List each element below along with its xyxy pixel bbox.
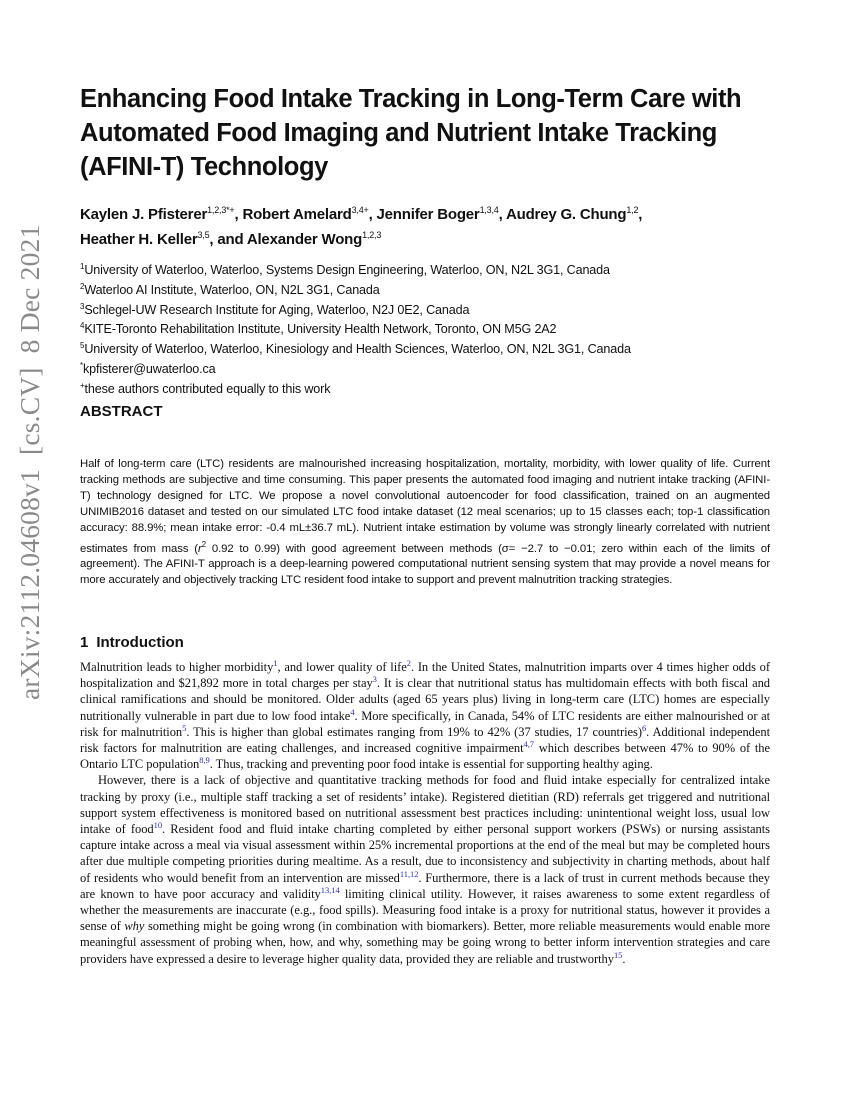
author-name: Audrey G. Chung — [506, 206, 627, 223]
section-title: Introduction — [96, 634, 184, 651]
author-name: Kaylen J. Pfisterer — [80, 206, 208, 223]
affiliation-list — [80, 259, 780, 397]
arxiv-identifier-stamp — [14, 211, 46, 700]
introduction-body — [80, 659, 770, 967]
affiliation-item: $^2$Waterloo AI Institute, Waterloo, ON, N2L 3G1, Canada — [80, 281, 380, 297]
section-heading-introduction — [80, 634, 184, 651]
author-name: Alexander Wong — [246, 231, 363, 248]
citation-link[interactable]: 13,14 — [320, 884, 340, 895]
author-affiliation-marks: 1,2,3 — [362, 230, 382, 240]
citation-link[interactable]: 8,9 — [199, 755, 210, 766]
affiliation-mark: * — [80, 360, 83, 370]
affiliation-mark: 4 — [80, 321, 85, 331]
citation-link[interactable]: 10 — [153, 819, 163, 830]
affiliation-item: $^5$University of Waterloo, Waterloo, Kinesiology and Health Sciences, Waterloo, ON, N2L 3G1, Canada — [80, 341, 631, 357]
citation-link[interactable]: 6 — [641, 722, 647, 733]
author-list: Kaylen J. Pfisterer$^{1,2,3*+}$, Robert Amelard$^{3,4+}$, Jennifer Boger$^{1,3,4}$, Audrey G. Chung$^{1,2}$, Heather H. Keller$^{3,5}$, and Alexander Wong$^{1,2,3}$ — [80, 205, 643, 248]
citation-link[interactable]: 5 — [182, 722, 187, 733]
author-name: Robert Amelard — [242, 206, 352, 223]
citation-link[interactable]: 4 — [350, 706, 355, 717]
citation-link[interactable]: 2 — [406, 657, 411, 668]
author-affiliation-marks: 3,5 — [197, 230, 210, 240]
author-affiliation-marks: 1,3,4 — [479, 205, 499, 215]
emphasis: why — [124, 919, 145, 934]
author-affiliation-marks: 3,4+ — [351, 205, 369, 215]
affiliation-item: +these authors contributed equally to this work — [80, 380, 331, 396]
affiliation-mark: 2 — [80, 281, 85, 291]
paragraph: Malnutrition leads to higher morbidity$^1$, and lower quality of life$^2$. In the United States, malnutrition imparts over 4 times higher odds of hospitalization and $21,892 more in total charges per stay$^3$. It is clear that nutritional status has multidomain effects with both fiscal and clinical ramifications and should be monitored. Older adults (aged 65 years plus) living in long-term care (LTC) homes are especially nutritionally vulnerable in part due to low food intake$^4$. More specifically, in Canada, 54% of LTC residents are either malnourished or at risk for malnutrition$^5$. This is higher than global estimates ranging from 19% to 42% (37 studies, 17 countries)$^6$. Additional independent risk factors for malnutrition are eating challenges, and increased cognitive impairment$^{4,7}$ which describes between 47% to 90% of the Ontario LTC population$^{8,9}$. Thus, tracking and preventing poor food intake is essential for supporting healthy aging. — [80, 657, 771, 772]
section-number: 1 — [80, 634, 89, 651]
citation-link[interactable]: 15 — [613, 949, 623, 960]
affiliation-item: $^3$Schlegel-UW Research Institute for Aging, Waterloo, N2J 0E2, Canada — [80, 301, 470, 317]
citation-link[interactable]: 11,12 — [399, 868, 419, 879]
citation-link[interactable]: 3 — [372, 674, 377, 685]
author-name: Jennifer Boger — [376, 206, 480, 223]
affiliation-item: *kpfisterer@uwaterloo.ca — [80, 360, 216, 377]
author-affiliation-marks: 1,2,3*+ — [207, 205, 235, 215]
affiliation-mark: 1 — [80, 262, 85, 271]
paragraph: However, there is a lack of objective and quantitative tracking methods for food and fluid intake especially for centralized intake tracking by proxy (i.e., multiple staff tracking a set of residents’ intake). Registered dietitian (RD) referrals get triggered and nutritional support system effectiveness is monitored based on nutritional assessment best practices including: unintentional weight loss, usual low intake of food$^{10}$. Resident food and fluid intake charting completed by either personal support workers (PSWs) or nursing assistants capture intake across a meal via visual assessment within 25% incremental proportions at the end of the meal but may be completed hours after due multiple competing priorities during mealtime. As a result, due to inconsistency and subjectivity in charting methods, about half of residents who would benefit from an intervention are missed$^{11,12}$. Furthermore, there is a lack of trust in current methods because they are known to have poor accuracy and validity$^{13,14}$ limiting clinical utility. However, it raises awareness to some extent regardless of whether the measurements are inaccurate (e.g., food spills). Measuring food intake is a proxy for nutritional status, however it provides a sense of why something might be going wrong (in combination with biomarkers). Better, more reliable measurements would enable more meaningful assessment of probing when, how, and why, something may be going wrong to better inform intervention strategies and care providers have expressed a desire to leverage higher quality data, provided they are reliable and trustworthy$^{15}$. — [80, 773, 770, 966]
affiliation-item: $^1$University of Waterloo, Waterloo, Systems Design Engineering, Waterloo, ON, N2L 3G1, Canada — [80, 262, 610, 278]
abstract-heading: ABSTRACT — [80, 403, 163, 420]
author-name: Heather H. Keller — [80, 231, 198, 248]
author-affiliation-marks: 1,2 — [626, 205, 639, 215]
abstract-text: Half of long-term care (LTC) residents are malnourished increasing hospitalization, mortality, morbidity, with lower quality of life. Current tracking methods are subjective and time consuming. This paper presents the automated food imaging and nutrient intake tracking (AFINI-T) technology designed for LTC. We propose a novel convolutional autoencoder for food classification, trained on an augmented UNIMIB2016 dataset and tested on our simulated LTC food intake dataset (12 meal scenarios; up to 15 classes each; top-1 classification accuracy: 88.9%; mean intake error: -0.4 mL±36.7 mL). Nutrient intake estimation by volume was strongly linearly correlated with nutrient estimates from mass ($r^2$ 0.92 to 0.99) with good agreement between methods (σ= −2.7 to −0.01; zero within each of the limits of agreement). The AFINI-T approach is a deep-learning powered computational nutrient sensing system that may provide a novel means for more accurately and objectively tracking LTC resident food intake to support and prevent malnutrition tracking strategies. — [80, 458, 770, 587]
arxiv-category: [cs.CV] — [14, 367, 45, 456]
affiliation-item: $^4$KITE-Toronto Rehabilitation Institute, University Health Network, Toronto, ON M5G 2A2 — [80, 321, 557, 337]
arxiv-id: arXiv:2112.04608v1 — [14, 469, 45, 700]
paper-title: Enhancing Food Intake Tracking in Long-Term Care with Automated Food Imaging and Nutrient Intake Tracking (AFINI-T) Technology — [80, 85, 742, 181]
arxiv-date: 8 Dec 2021 — [14, 224, 45, 354]
citation-link[interactable]: 1 — [273, 657, 278, 668]
citation-link[interactable]: 4,7 — [523, 738, 535, 749]
affiliation-mark: + — [80, 380, 85, 390]
affiliation-mark: 3 — [80, 301, 85, 311]
affiliation-mark: 5 — [80, 341, 85, 351]
